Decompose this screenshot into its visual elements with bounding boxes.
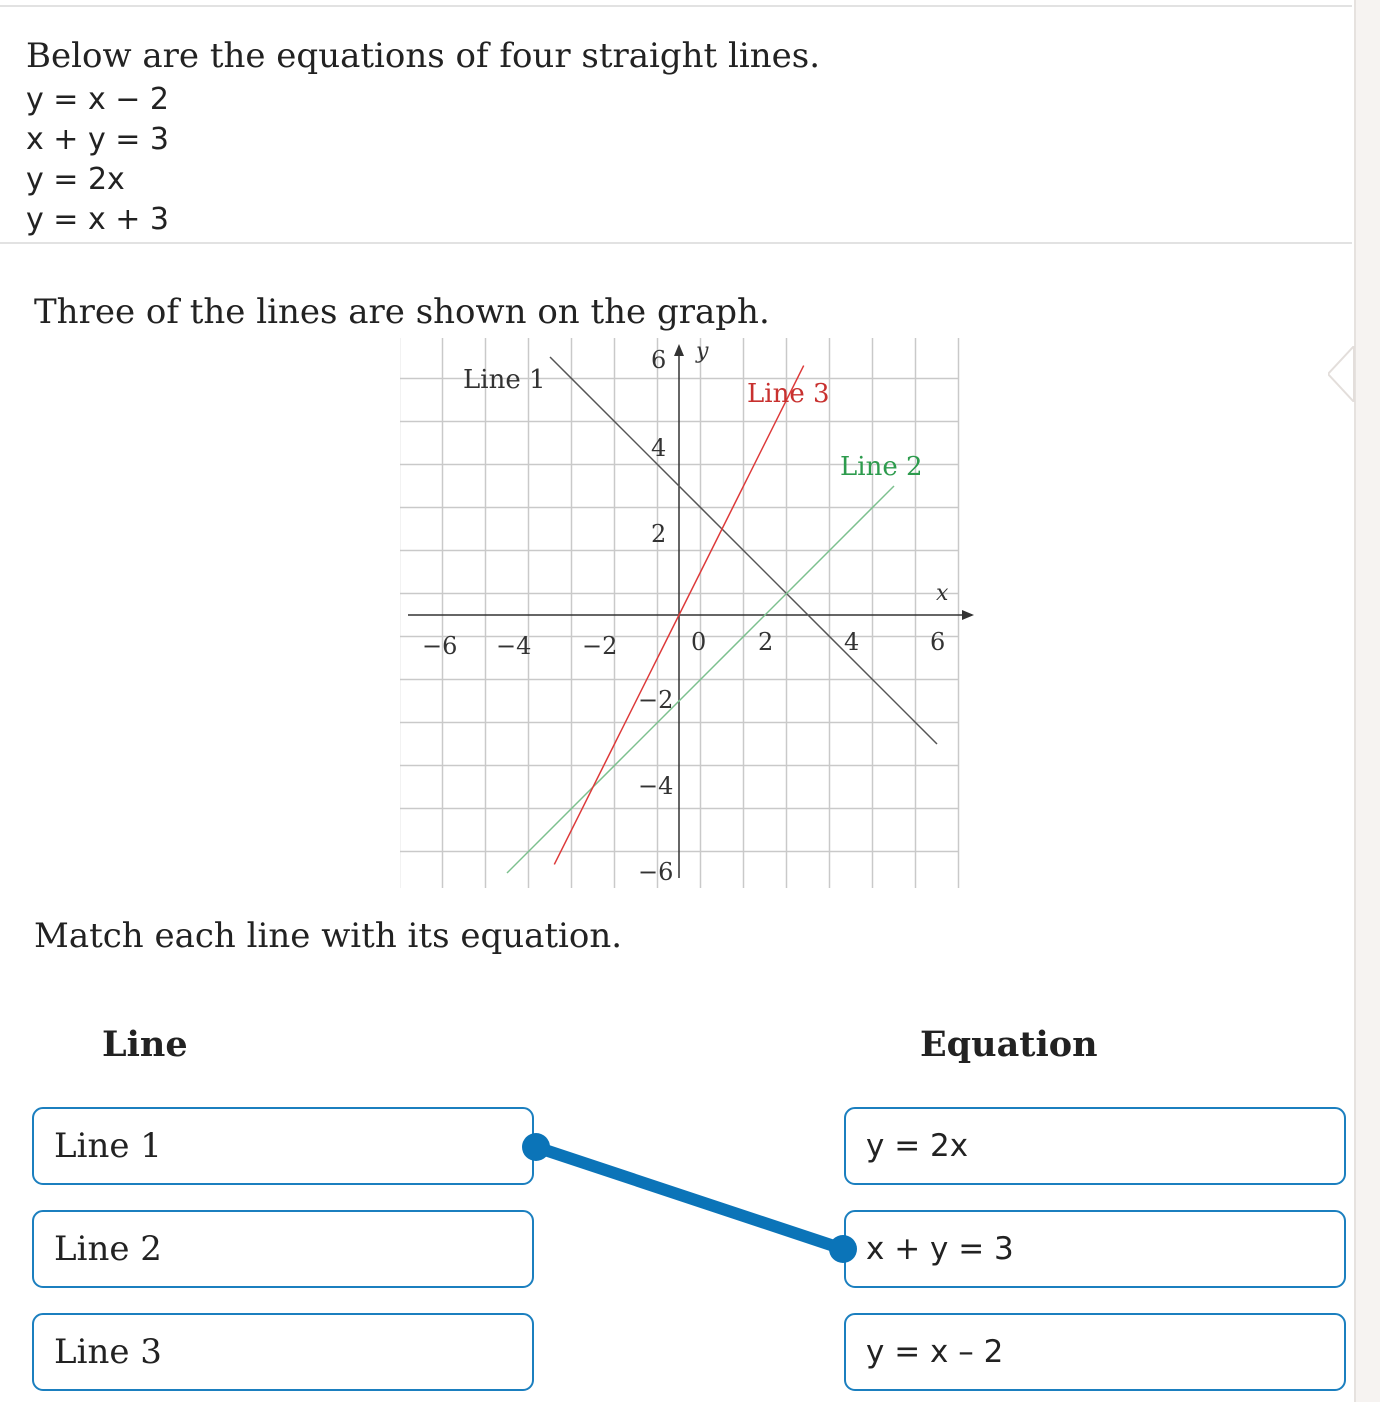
- equation-option-label: y = x – 2: [866, 1334, 1004, 1370]
- x-tick-label: −4: [496, 632, 532, 660]
- equation-2: x + y = 3: [26, 122, 170, 157]
- y-tick-label: −2: [638, 686, 674, 714]
- line-3-option-label: Line 3: [54, 1332, 162, 1372]
- line-2-label: Line 2: [840, 452, 923, 482]
- section-divider: [0, 242, 1352, 244]
- x-tick-label: 4: [844, 628, 860, 656]
- match-instruction-text: Match each line with its equation.: [34, 916, 623, 956]
- line-1-label: Line 1: [463, 365, 546, 395]
- equation-column-header: Equation: [920, 1024, 1098, 1065]
- equation-option-label: y = 2x: [866, 1128, 969, 1164]
- equation-option-y-equals-2x[interactable]: [844, 1107, 1346, 1185]
- line-3-option[interactable]: [32, 1313, 534, 1391]
- equation-4: y = x + 3: [26, 202, 170, 237]
- line-graph: [400, 338, 980, 888]
- y-tick-label: 6: [651, 346, 667, 374]
- tick-labels: [422, 346, 945, 886]
- equation-list: [26, 80, 326, 240]
- x-tick-label: 6: [930, 628, 946, 656]
- equation-option-label: x + y = 3: [866, 1231, 1014, 1267]
- panel-notch-icon: [1328, 346, 1356, 402]
- y-tick-label: −4: [638, 772, 674, 800]
- equation-option-x-plus-y-equals-3[interactable]: [844, 1210, 1346, 1288]
- connector-line[interactable]: [536, 1147, 843, 1249]
- x-tick-label: −2: [582, 632, 618, 660]
- x-tick-label: 0: [691, 628, 707, 656]
- equation-3: y = 2x: [26, 162, 125, 197]
- right-gutter: [1354, 0, 1380, 1402]
- equation-1: y = x − 2: [26, 82, 170, 117]
- equation-option-y-equals-x-minus-2[interactable]: [844, 1313, 1346, 1391]
- line-1-option-label: Line 1: [54, 1126, 162, 1166]
- graph-intro-text: Three of the lines are shown on the graph.: [34, 292, 770, 332]
- y-axis-arrow-icon: [674, 344, 684, 356]
- x-tick-label: −6: [422, 632, 458, 660]
- line-1-option[interactable]: [32, 1107, 534, 1185]
- y-tick-label: 2: [651, 520, 667, 548]
- y-axis-label: y: [696, 339, 709, 364]
- line-2-option-label: Line 2: [54, 1229, 162, 1269]
- x-tick-label: 2: [758, 628, 774, 656]
- intro-text: Below are the equations of four straight lines.: [26, 36, 821, 76]
- top-divider: [0, 5, 1352, 7]
- line-2-option[interactable]: [32, 1210, 534, 1288]
- x-axis-arrow-icon: [962, 610, 974, 620]
- y-tick-label: −6: [638, 858, 674, 886]
- line-column-header: Line: [102, 1024, 188, 1065]
- axes: [408, 339, 974, 878]
- x-axis-label: x: [936, 581, 949, 606]
- y-tick-label: 4: [651, 434, 667, 462]
- line-3-label: Line 3: [747, 379, 830, 409]
